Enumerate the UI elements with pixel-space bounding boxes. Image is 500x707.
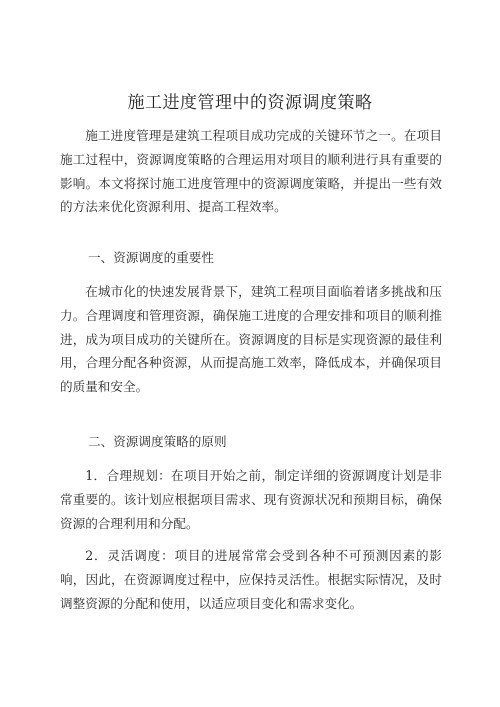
importance-paragraph: 在城市化的快速发展背景下，建筑工程项目面临着诸多挑战和压力。合理调度和管理资源，确保施工进度的合理安排和项目的顺利推进，成为项目成功的关键所在。资源调度的目标是实现资源的最佳利用，合理分配各种资源，从而提高施工效率，降低成本，并确保项目的质量和安全。 [60, 284, 442, 395]
section-heading-principles: 二、资源调度策略的原则 [88, 434, 227, 449]
document-title: 施工进度管理中的资源调度策略 [127, 93, 373, 113]
principle-item-planning: 1．合理规划：在项目开始之前，制定详细的资源调度计划是非常重要的。该计划应根据项目需求、现有资源状况和预期目标，确保资源的合理利用和分配。 [60, 468, 442, 531]
principle-item-flexible: 2．灵活调度：项目的进展常常会受到各种不可预测因素的影响，因此，在资源调度过程中，应保持灵活性。根据实际情况，及时调整资源的分配和使用，以适应项目变化和需求变化。 [60, 548, 442, 611]
section-heading-importance: 一、资源调度的重要性 [88, 250, 214, 265]
intro-paragraph: 施工进度管理是建筑工程项目成功完成的关键环节之一。在项目施工过程中，资源调度策略的合理运用对项目的顺利进行具有重要的影响。本文将探讨施工进度管理中的资源调度策略，并提出一些有效的方法来优化资源利用、提高工程效率。 [60, 128, 442, 215]
